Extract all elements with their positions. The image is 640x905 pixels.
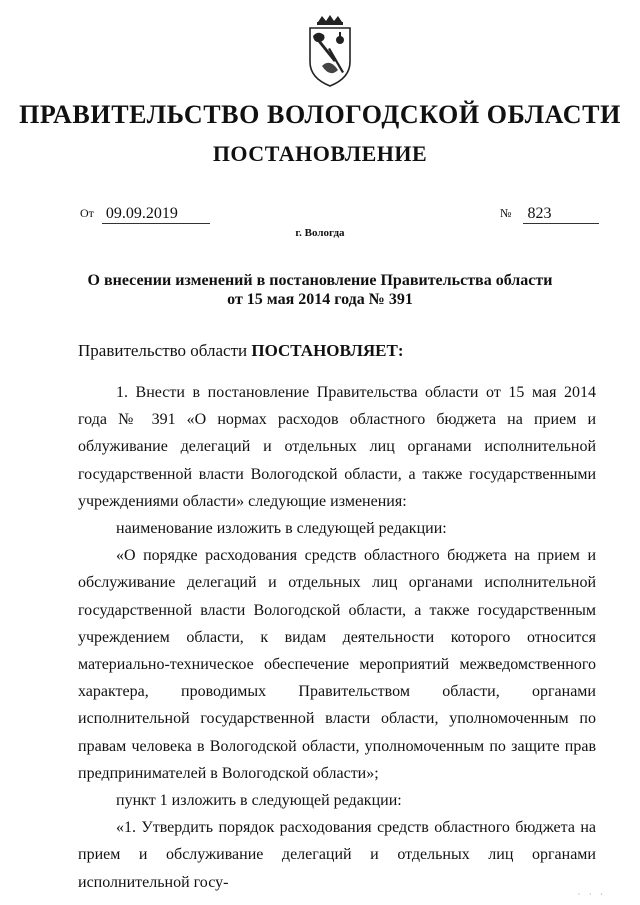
city-label: г. Вологда — [295, 227, 345, 239]
paragraph-1: 1. Внести в постановление Правительства области от 15 мая 2014 года № 391 «О нормах расходов областного бюджета на прием и облуживание делегаций и отдельных лиц органами исполнительной государственной власти Вологодской области, а также государственными учреждениями области» следующие изменения: — [78, 384, 596, 510]
paragraph-4: пункт 1 изложить в следующей редакции: — [116, 792, 402, 810]
document-type: ПОСТАНОВЛЕНИЕ — [212, 141, 428, 166]
paragraph-5: «1. Утвердить порядок расходования средств областного бюджета на прием и обслуживание делегаций и отдельных лиц органами исполнительной госу- — [78, 819, 596, 891]
number-prefix: № — [500, 206, 512, 220]
subject-line-1: О внесении изменений в постановление Правительства области — [87, 272, 553, 289]
scan-artifact: · · · — [577, 889, 606, 899]
date-prefix: От — [80, 206, 94, 220]
number-field — [500, 205, 599, 224]
document-date: 09.09.2019 — [102, 205, 210, 224]
document-body — [78, 379, 596, 896]
coat-of-arms-icon — [300, 14, 360, 90]
subject-line-2: от 15 мая 2014 года № 391 — [227, 291, 413, 308]
paragraph-2: наименование изложить в следующей редакции: — [116, 520, 447, 538]
preamble-decree: ПОСТАНОВЛЯЕТ: — [251, 341, 404, 360]
preamble-text: Правительство области — [78, 341, 248, 360]
preamble — [78, 341, 404, 361]
document-number: 823 — [523, 205, 599, 224]
date-field — [80, 205, 210, 224]
document-subject — [60, 271, 580, 309]
government-title: ПРАВИТЕЛЬСТВО ВОЛОГОДСКОЙ ОБЛАСТИ — [19, 100, 621, 129]
paragraph-3: «О порядке расходования средств областного бюджета на прием и обслуживание делегаций и отдельных лиц органами исполнительной государственной власти Вологодской области, а также государственным учреждением области, к видам деятельности которого относится материально-техническое обеспечение мероприятий межведомственного характера, проводимых Правительством области, органами исполнительной государственной власти области, уполномоченным по правам человека в Вологодской области, уполномоченным по защите прав предпринимателей в Вологодской области»; — [78, 547, 596, 782]
